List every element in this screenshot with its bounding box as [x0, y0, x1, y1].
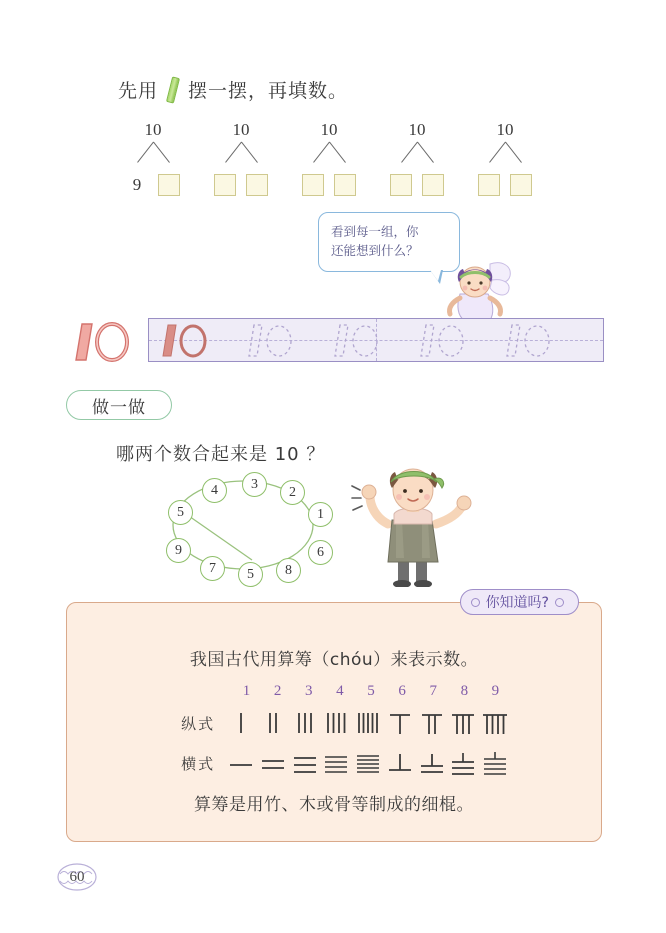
counting-stick-icon — [165, 76, 181, 104]
tracing-strip[interactable] — [148, 318, 604, 362]
rod-glyph-8 — [447, 746, 479, 780]
rod-column-label: 4 — [336, 683, 344, 699]
bond-right-answer-box[interactable] — [334, 174, 356, 196]
did-you-know-box — [66, 595, 602, 842]
did-you-know-tab — [460, 589, 579, 615]
rod-glyph-9 — [479, 746, 511, 780]
bond-branches — [213, 142, 269, 162]
ring-number[interactable]: 2 — [280, 480, 305, 505]
ring-number[interactable]: 8 — [276, 558, 301, 583]
number-bond — [462, 120, 548, 196]
doit-question: 哪两个数合起来是 10 ？ — [116, 444, 326, 465]
rod-row-label: 横式 — [181, 754, 216, 773]
decorative-dot-icon — [555, 598, 564, 607]
angel-fairy-illustration — [432, 258, 518, 324]
model-number-10 — [68, 320, 140, 364]
rod-column-label: 7 — [429, 683, 437, 699]
rod-glyph-6 — [384, 746, 416, 780]
counting-rods-row-vertical — [171, 706, 511, 740]
number-bond — [110, 120, 196, 196]
rod-column-label: 2 — [273, 683, 282, 699]
bond-right-answer-box[interactable] — [158, 174, 180, 196]
bond-total: 10 — [496, 120, 514, 139]
traced-number-10 — [413, 322, 475, 360]
rod-glyph-3 — [289, 746, 321, 780]
ring-number[interactable]: 6 — [308, 540, 333, 565]
rod-column-label: 5 — [367, 683, 375, 699]
rod-glyph-4 — [320, 706, 352, 740]
ring-number[interactable]: 1 — [308, 502, 333, 527]
did-you-know-text-bottom: 算筹是用竹、木或骨等制成的细棍。 — [194, 795, 474, 815]
rod-glyph-2 — [257, 746, 289, 780]
did-you-know-text-top: 我国古代用算筹（chóu）来表示数。 — [189, 650, 479, 670]
counting-rods-header — [231, 683, 511, 700]
bond-right-answer-box[interactable] — [422, 174, 444, 196]
rod-glyph-8 — [447, 706, 479, 740]
instruction-line — [118, 76, 348, 103]
counting-rods-table — [171, 683, 511, 780]
bond-branches — [389, 142, 445, 162]
page-number-value: 60 — [69, 868, 85, 885]
traced-number-10 — [155, 322, 217, 360]
number-bond — [198, 120, 284, 196]
rod-glyph-7 — [416, 706, 448, 740]
rod-glyph-4 — [320, 746, 352, 780]
ring-number[interactable]: 3 — [242, 472, 267, 497]
rod-column-label: 8 — [460, 683, 469, 699]
number-ring — [150, 470, 350, 582]
traced-number-10 — [327, 322, 389, 360]
rod-glyph-1 — [225, 706, 257, 740]
instruction-text-before: 先用 — [118, 80, 159, 102]
doit-banner — [66, 390, 172, 420]
bond-total: 10 — [144, 120, 162, 139]
bond-left-answer-box[interactable] — [390, 174, 412, 196]
ring-number[interactable]: 5 — [238, 562, 263, 587]
bond-right-answer-box[interactable] — [246, 174, 268, 196]
ring-number[interactable]: 9 — [166, 538, 191, 563]
rod-column-label: 6 — [398, 683, 406, 699]
bond-branches — [477, 142, 533, 162]
instruction-text-after: 摆一摆，再填数。 — [188, 80, 349, 102]
rod-glyph-5 — [352, 706, 384, 740]
rod-glyph-1 — [225, 746, 257, 780]
page-number — [56, 862, 98, 892]
bond-total: 10 — [232, 120, 250, 139]
rod-glyph-6 — [384, 706, 416, 740]
speech-bubble-line1: 看到每一组，你 — [331, 224, 419, 239]
ring-number[interactable]: 7 — [200, 556, 225, 581]
bond-total: 10 — [320, 120, 338, 139]
rod-column-label: 3 — [305, 683, 313, 699]
rod-column-label: 1 — [242, 683, 251, 699]
ring-number[interactable]: 4 — [202, 478, 227, 503]
number-bond-row — [110, 120, 550, 200]
rod-glyph-7 — [416, 746, 448, 780]
number-bond — [374, 120, 460, 196]
bond-left-answer-box[interactable] — [478, 174, 500, 196]
bond-left-answer-box[interactable] — [214, 174, 236, 196]
counting-rods-row-horizontal — [171, 746, 511, 780]
number-bond — [286, 120, 372, 196]
bond-left-answer-box[interactable] — [302, 174, 324, 196]
did-you-know-label: 你知道吗? — [485, 595, 549, 611]
rod-column-label: 9 — [491, 683, 500, 699]
ring-number[interactable]: 5 — [168, 500, 193, 525]
bond-branches — [301, 142, 357, 162]
handwriting-practice-row — [60, 318, 606, 366]
rod-row-label: 纵式 — [181, 714, 216, 733]
bond-left-value: 9 — [132, 175, 142, 194]
traced-number-10 — [499, 322, 561, 360]
traced-number-10 — [241, 322, 303, 360]
doit-banner-label: 做一做 — [92, 397, 146, 418]
rod-glyph-9 — [479, 706, 511, 740]
bond-total: 10 — [408, 120, 426, 139]
rod-glyph-2 — [257, 706, 289, 740]
rod-glyph-3 — [289, 706, 321, 740]
girl-illustration — [350, 462, 478, 587]
bond-right-answer-box[interactable] — [510, 174, 532, 196]
speech-bubble-line2: 还能想到什么？ — [331, 243, 419, 259]
bond-branches — [125, 142, 181, 162]
decorative-dot-icon — [471, 598, 480, 607]
rod-glyph-5 — [352, 746, 384, 780]
